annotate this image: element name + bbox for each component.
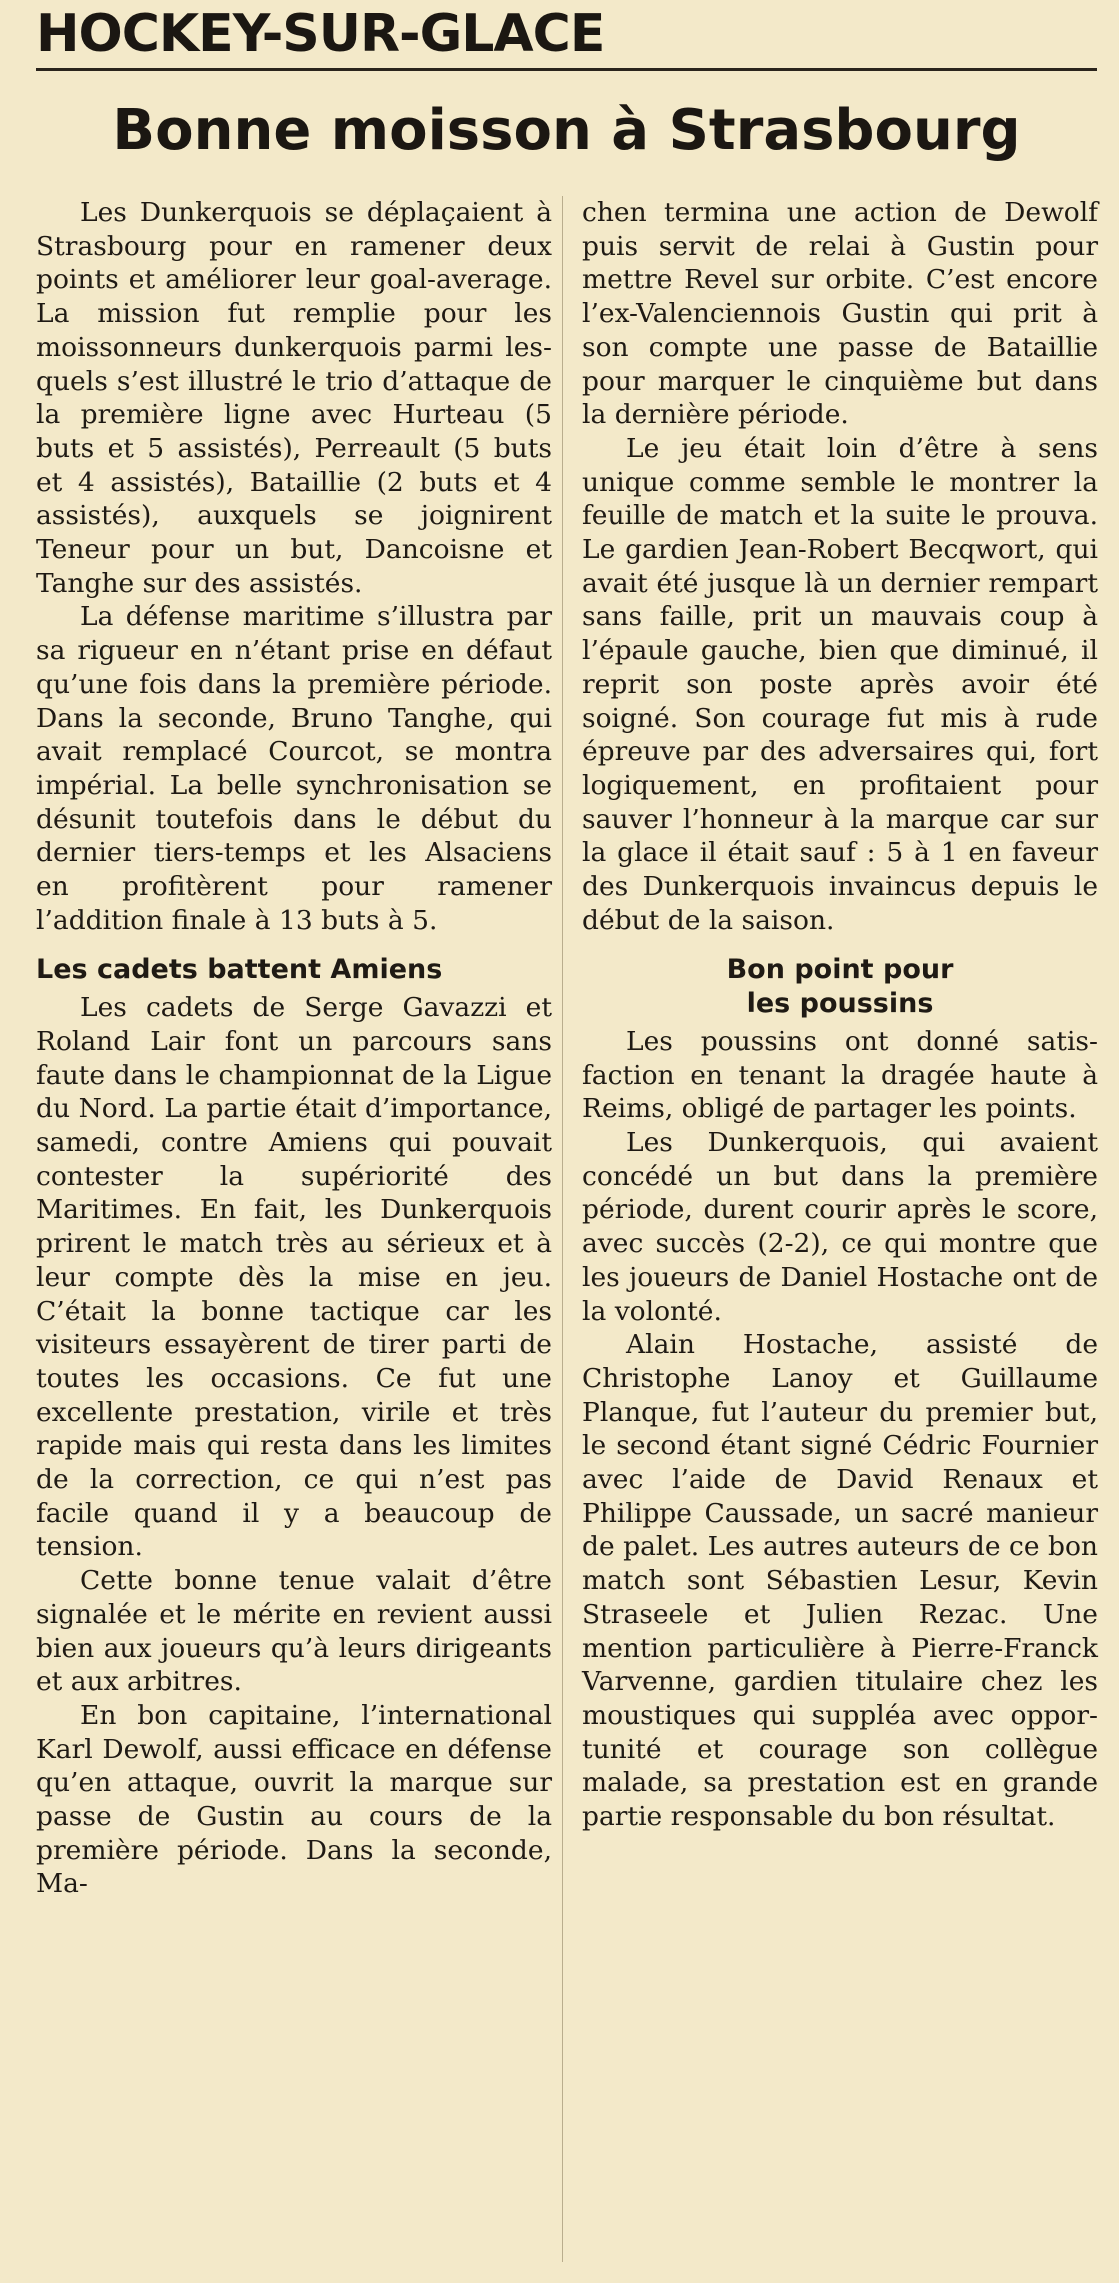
paragraph: chen termina une action de Dewolf puis servit de relai à Gustin pour mettre Revel sur orbite. C’est encore l’ex-Valenciennois Gustin qui prit à son compte une passe de Bataillie pour marquer le cinquième but dans la dernière période. <box>582 197 1098 431</box>
section-rule <box>36 68 1097 71</box>
paragraph: La défense maritime s’illustra par sa rigueur en n’étant prise en défaut qu’une fois dans la première période. Dans la seconde, Bruno Tanghe, qui avait remplacé Courcot, se montra impérial. La belle synchronisation se désunit toutefois dans le début du dernier tiers-temps et les Alsaciens en profitèrent pour ramener l’addition finale à 13 buts à 5. <box>36 601 552 936</box>
section-label: HOCKEY-SUR-GLACE <box>36 4 605 64</box>
paragraph: Les Dunkerquois se déplaçaient à Strasbourg pour en ramener deux points et améliorer leur goal-average. La mission fut remplie pour les moissonneurs dunkerquois parmi lesquels s’est illustré le trio d’attaque de la première ligne avec Hurteau (5 buts et 5 assistés), Perreault (5 buts et 4 assistés), Bataillie (2 buts et 4 assistés), auxquels se joignirent Teneur pour un but, Dancoisne et Tanghe sur des assistés. <box>36 197 552 599</box>
left-column <box>36 196 552 1901</box>
paragraph: Les cadets de Serge Gavazzi et Roland Lair font un parcours sans faute dans le championnat de la Ligue du Nord. La partie était d’importance, samedi, contre Amiens qui pouvait contester la supériorité des Maritimes. En fait, les Dunkerquois prirent le match très au sérieux et à leur compte dès la mise en jeu. C’était la bonne tactique car les visiteurs essayèrent de tirer parti de toutes les occasions. Ce fut une excellente prestation, virile et très rapide mais qui resta dans les limites de la correction, ce qui n’est pas facile quand il y a beaucoup de tension. <box>36 992 552 1563</box>
paragraph: Cette bonne tenue valait d’être signalée et le mérite en revient aussi bien aux joueurs qu’à leurs dirigeants et aux arbitres. <box>36 1565 552 1698</box>
subheading <box>582 953 1098 1020</box>
paragraph: En bon capitaine, l’international Karl Dewolf, aussi efficace en défense qu’en attaque, ouvrit la marque sur passe de Gustin au cours de la première période. Dans la seconde, Ma- <box>36 1699 552 1900</box>
right-column <box>582 196 1098 1834</box>
paragraph: Les poussins ont donné satisfaction en tenant la dragée haute à Reims, obligé de partager les points. <box>582 1025 1098 1125</box>
paragraph: Les Dunkerquois, qui avaient concédé un but dans la première période, durent courir après le score, avec succès (2-2), ce qui montre que les joueurs de Daniel Hostache ont de la volonté. <box>582 1126 1098 1327</box>
subheading: Les cadets battent Amiens <box>36 954 443 986</box>
subheading-line: Bon point pour <box>726 954 954 986</box>
paragraph: Le jeu était loin d’être à sens unique comme semble le montrer la feuille de match et la suite le prouva. Le gardien Jean-Robert Becqwort, qui avait été jusque là un dernier rempart sans faille, prit un mauvais coup à l’épaule gauche, bien que diminué, il reprit son poste après avoir été soigné. Son courage fut mis à rude épreuve par des adversaires qui, fort logiquement, en profitaient pour sauver l’honneur à la marque car sur la glace il était sauf : 5 à 1 en faveur des Dunkerquois invaincus depuis le début de la saison. <box>582 432 1098 936</box>
paragraph: Alain Hostache, assisté de Christophe Lanoy et Guillaume Planque, fut l’auteur du premier but, le second étant signé Cédric Fournier avec l’aide de David Renaux et Philippe Caussade, un sacré manieur de palet. Les autres auteurs de ce bon match sont Sébastien Lesur, Kevin Straseele et Julien Rezac. Une mention particulière à Pierre-Franck Varvenne, gardien titulaire chez les moustiques qui suppléa avec opportunité et courage son collègue malade, sa prestation est en grande partie responsable du bon résultat. <box>582 1329 1098 1833</box>
headline: Bonne moisson à Strasbourg <box>112 98 1021 163</box>
subheading-line: les poussins <box>746 988 934 1020</box>
column-divider <box>562 196 563 2262</box>
